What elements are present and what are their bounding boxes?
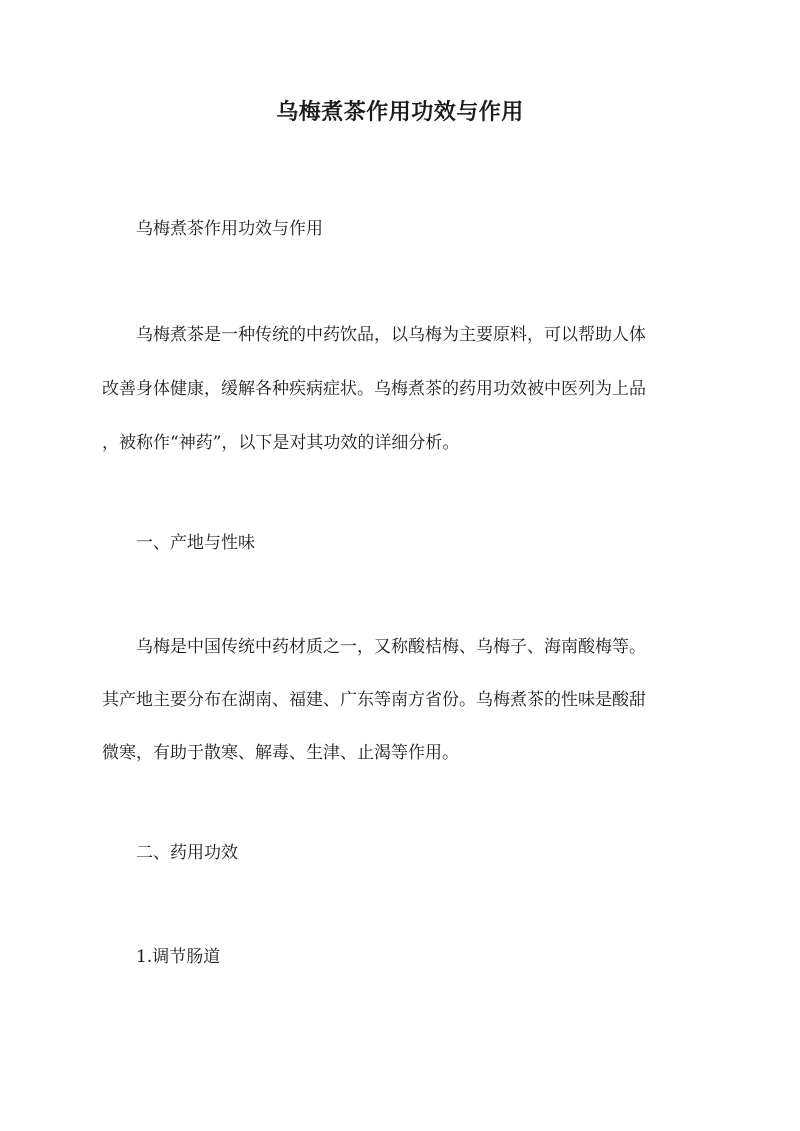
subtitle-line: 乌梅煮茶作用功效与作用 — [136, 219, 323, 239]
section1-heading-paragraph — [102, 526, 702, 560]
section1-line-2: 其产地主要分布在湖南、福建、广东等南方省份。乌梅煮茶的性味是酸甜 — [102, 690, 646, 710]
intro-paragraph — [102, 318, 702, 460]
intro-line-2: 改善身体健康，缓解各种疾病症状。乌梅煮茶的药用功效被中医列为上品 — [102, 379, 646, 399]
intro-line-1: 乌梅煮茶是一种传统的中药饮品，以乌梅为主要原料，可以帮助人体 — [136, 325, 646, 345]
section1-paragraph — [102, 630, 702, 770]
section1-line-3: 微寒，有助于散寒、解毒、生津、止渴等作用。 — [102, 743, 459, 763]
section1-line-1: 乌梅是中国传统中药材质之一，又称酸桔梅、乌梅子、海南酸梅等。 — [136, 637, 646, 657]
subtitle-paragraph — [102, 212, 702, 246]
item1-heading-paragraph — [102, 940, 702, 974]
section1-heading: 一、产地与性味 — [136, 533, 255, 553]
section2-heading: 二、药用功效 — [136, 843, 238, 863]
document-title: 乌梅煮茶作用功效与作用 — [276, 99, 524, 125]
section2-heading-paragraph — [102, 836, 702, 870]
item1-heading: 1.调节肠道 — [136, 947, 221, 967]
intro-line-3: ，被称作“神药”，以下是对其功效的详细分析。 — [102, 433, 460, 453]
